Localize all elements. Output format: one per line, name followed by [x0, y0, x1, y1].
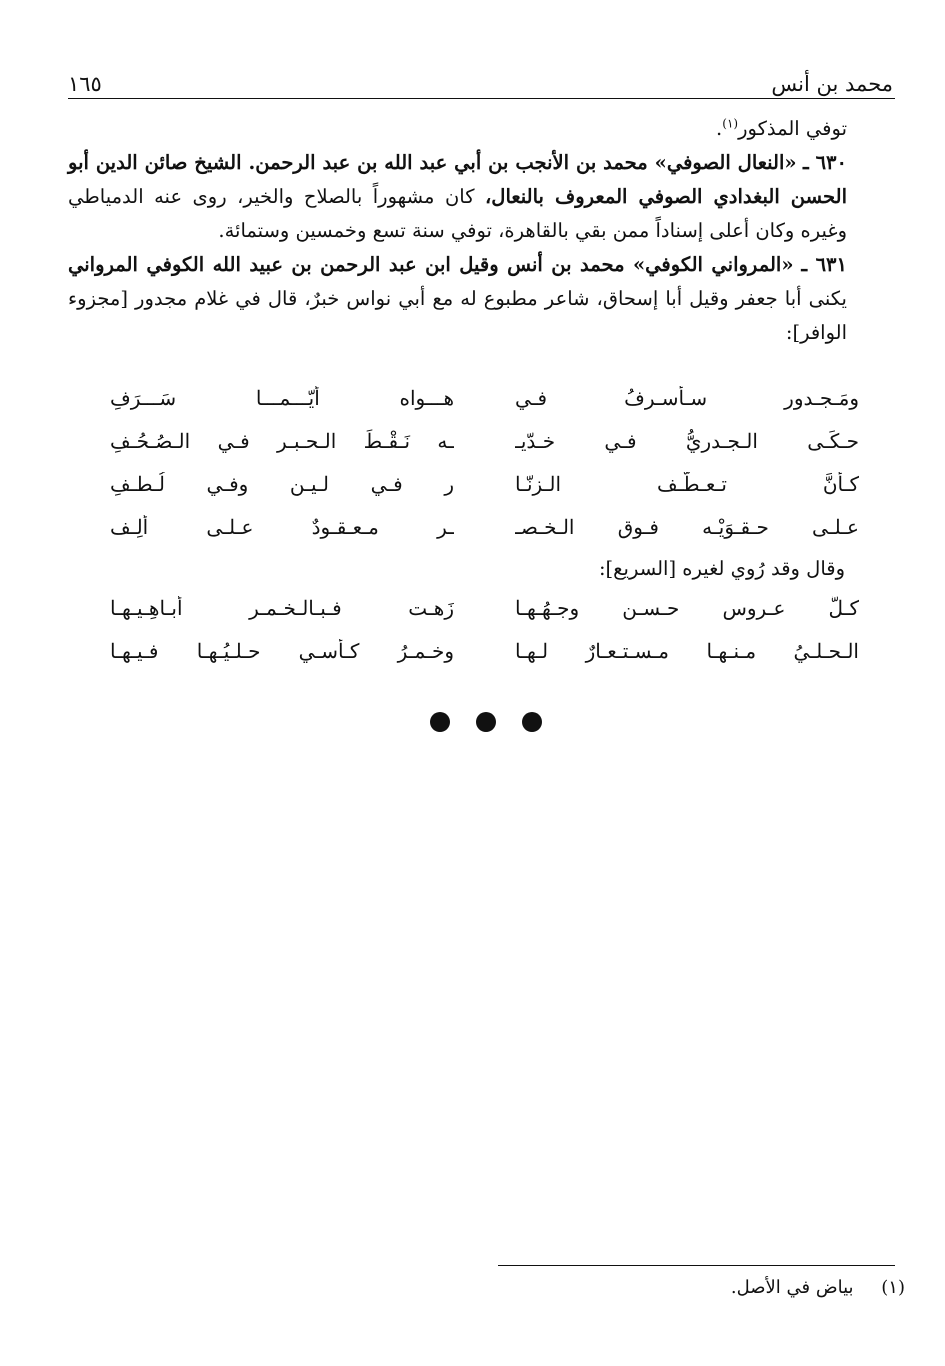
second-hemistich: هـــواه أيّـــمـــا سَـــرَفِ	[110, 385, 454, 410]
intro-end: .	[716, 117, 723, 140]
entry-631-number: ٦٣١ ـ	[801, 253, 847, 276]
dot-icon	[522, 712, 542, 732]
running-head	[68, 56, 893, 96]
first-hemistich: الـحـلـيُ مـنـهـا مـسـتـعـارٌ لـهـا	[515, 638, 859, 663]
second-hemistich: ـه نَـقْـطَ الـحـبـر فـي الـصُـحُـفِ	[110, 428, 454, 453]
intro-text: توفي المذكور	[738, 117, 847, 140]
entry-630	[68, 146, 895, 248]
dot-icon	[430, 712, 450, 732]
footnote-ref[interactable]: (١)	[722, 116, 739, 131]
dot-icon	[476, 712, 496, 732]
page-number: ١٦٥	[68, 72, 102, 96]
second-hemistich: زَهـت فـبـالـخـمـر أبـاهِـيـهـا	[110, 595, 454, 620]
verse	[110, 462, 859, 505]
body-text	[68, 112, 895, 350]
second-hemistich: وخـمـرُ كـأسـي حـلـيُـهـا فـيـهـا	[110, 638, 454, 663]
paragraph-intro	[68, 112, 895, 146]
first-hemistich: حـكَـى الـجـدريُّ فـي خـدّيـ	[515, 428, 859, 453]
verse	[110, 586, 859, 629]
section-end-ornament	[430, 710, 542, 734]
entry-630-name: «النعال الصوفي» محمد بن الأنجب بن أبي عبد الله بن عبد الرحمن. الشيخ صائن الدين أبو الحسن البغدادي الصوفي المعروف بالنعال،	[68, 151, 847, 208]
second-hemistich: ر فـي لـيـنٍ وفـي لُـطـفِ	[110, 471, 454, 496]
footnote-number: (١)	[881, 1277, 905, 1298]
verse	[110, 629, 859, 672]
poem-wafir	[110, 376, 859, 548]
verse	[110, 376, 859, 419]
first-hemistich: عـلـى حـقـوَيْـه فـوق الـخـصـ	[515, 514, 859, 539]
entry-630-text: كان مشهوراً بالصلاح والخير، روى عنه الدمياطي وغيره وكان أعلى إسناداً ممن بقي بالقاهرة، توفي سنة تسع وخمسين وستمائة.	[68, 185, 847, 242]
entry-631	[68, 248, 895, 350]
second-hemistich: ـر مـعـقـودٌ عـلـى أَلِـف	[110, 514, 454, 539]
first-hemistich: كـأنَّ تـعـطُّـف الـزنّـا	[515, 471, 859, 496]
running-title: محمد بن أنس	[771, 72, 893, 96]
footnote-text: بياض في الأصل.	[730, 1277, 854, 1298]
footnote	[731, 1274, 905, 1302]
header-rule	[68, 98, 895, 99]
verse	[110, 505, 859, 548]
first-hemistich: كـلُّ عـروسٍ حـسـنٍ وجـهُـهـا	[515, 595, 859, 620]
entry-631-name: «المرواني الكوفي» محمد بن أنس وقيل ابن عبد الرحمن بن عبيد الله الكوفي المرواني	[68, 253, 794, 276]
verse	[110, 419, 859, 462]
entry-631-text: يكنى أبا جعفر وقيل أبا إسحاق، شاعر مطبوع له مع أبي نواس خبرٌ، قال في غلام مجدور [مجزوء الوافر]:	[68, 287, 847, 344]
entry-630-number: ٦٣٠ ـ	[802, 151, 847, 174]
poem-sari	[110, 586, 859, 672]
first-hemistich: ومَـجـدور سـأسـرفُ فـي	[515, 385, 859, 410]
footnote-rule	[498, 1265, 895, 1266]
poem-intro: وقال وقد رُوي لغيره [السريع]:	[598, 557, 845, 580]
